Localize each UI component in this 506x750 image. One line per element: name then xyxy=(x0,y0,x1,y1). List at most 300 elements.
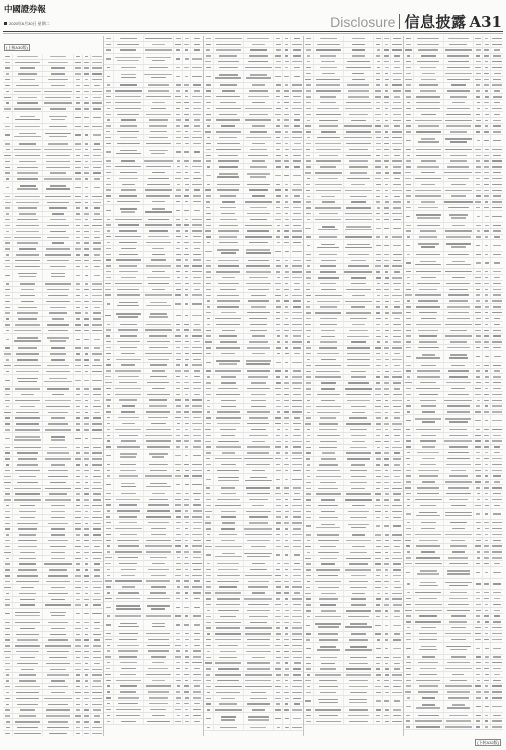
illegible-print-mark xyxy=(84,289,89,290)
table-cell xyxy=(3,562,13,567)
illegible-print-mark xyxy=(94,307,101,308)
illegible-print-mark xyxy=(176,137,181,138)
illegible-print-mark xyxy=(93,134,101,135)
table-cell xyxy=(13,480,43,485)
illegible-print-mark xyxy=(76,499,79,500)
illegible-print-mark xyxy=(75,178,81,179)
illegible-print-mark xyxy=(92,488,103,489)
illegible-print-mark xyxy=(192,224,202,225)
illegible-print-mark xyxy=(94,359,100,360)
illegible-print-mark xyxy=(93,248,101,249)
table-cell xyxy=(183,112,191,117)
illegible-print-mark xyxy=(93,167,101,168)
table-cell xyxy=(13,696,43,701)
illegible-print-mark xyxy=(117,60,139,61)
table-cell xyxy=(3,235,13,240)
table-cell xyxy=(183,48,191,53)
illegible-print-mark xyxy=(17,523,38,524)
illegible-print-mark xyxy=(5,207,10,208)
table-cell xyxy=(74,392,83,397)
table-cell xyxy=(74,72,83,77)
illegible-print-mark xyxy=(115,166,141,167)
table-cell xyxy=(3,427,13,432)
illegible-print-mark xyxy=(5,275,10,276)
table-cell xyxy=(91,714,103,719)
illegible-print-mark xyxy=(84,727,88,728)
illegible-print-mark xyxy=(92,283,102,284)
illegible-print-mark xyxy=(6,231,10,232)
illegible-print-mark xyxy=(92,727,101,728)
table-cell xyxy=(3,352,13,357)
illegible-print-mark xyxy=(76,207,80,208)
table-cell xyxy=(43,638,74,643)
table-cell xyxy=(114,182,144,187)
illegible-print-mark xyxy=(75,528,81,529)
table-cell xyxy=(74,258,83,263)
illegible-print-mark xyxy=(148,178,170,179)
illegible-print-mark xyxy=(149,125,167,126)
illegible-print-mark xyxy=(48,721,69,722)
illegible-print-mark xyxy=(75,219,80,220)
illegible-print-mark xyxy=(119,178,138,179)
table-cell xyxy=(83,667,91,672)
illegible-print-mark xyxy=(107,219,111,220)
illegible-print-mark xyxy=(45,458,72,459)
illegible-print-mark xyxy=(92,517,102,518)
table-cell xyxy=(83,591,91,596)
illegible-print-mark xyxy=(121,211,135,212)
illegible-print-mark xyxy=(176,189,181,190)
table-cell xyxy=(13,702,43,707)
illegible-print-mark xyxy=(84,365,89,366)
illegible-print-mark xyxy=(6,692,9,693)
table-cell xyxy=(43,655,74,660)
illegible-print-mark xyxy=(4,108,10,109)
table-cell xyxy=(191,205,203,216)
illegible-print-mark xyxy=(5,56,10,57)
table-cell xyxy=(74,212,83,217)
illegible-print-mark xyxy=(75,117,81,118)
table-cell xyxy=(74,457,83,462)
illegible-print-mark xyxy=(119,195,137,196)
illegible-print-mark xyxy=(14,330,41,331)
table-cell xyxy=(91,445,103,450)
table-cell xyxy=(83,264,91,269)
illegible-print-mark xyxy=(94,400,100,401)
illegible-print-mark xyxy=(94,143,100,144)
table-cell xyxy=(91,66,103,71)
illegible-print-mark xyxy=(50,108,66,109)
illegible-print-mark xyxy=(47,388,69,389)
table-cell xyxy=(144,42,175,47)
illegible-print-mark xyxy=(107,108,111,109)
table-cell xyxy=(83,538,91,543)
table-cell xyxy=(43,194,74,199)
table-cell xyxy=(3,165,13,170)
illegible-print-mark xyxy=(115,108,141,109)
table-cell xyxy=(91,299,103,304)
illegible-print-mark xyxy=(15,324,41,325)
illegible-print-mark xyxy=(106,131,110,132)
illegible-print-mark xyxy=(76,476,80,477)
illegible-print-mark xyxy=(93,511,101,512)
illegible-print-mark xyxy=(5,126,9,127)
illegible-print-mark xyxy=(51,273,65,274)
illegible-print-mark xyxy=(185,90,188,91)
table-cell xyxy=(74,200,83,205)
illegible-print-mark xyxy=(5,669,9,670)
table-cell xyxy=(13,573,43,578)
illegible-print-mark xyxy=(16,225,38,226)
table-cell xyxy=(13,247,43,252)
table-row xyxy=(3,375,103,387)
table-cell xyxy=(74,375,83,386)
table-cell xyxy=(13,457,43,462)
table-cell xyxy=(83,54,91,59)
illegible-print-mark xyxy=(49,493,67,494)
illegible-print-mark xyxy=(17,219,38,220)
illegible-print-mark xyxy=(176,172,181,173)
illegible-print-mark xyxy=(93,447,101,448)
table-cell xyxy=(74,462,83,467)
illegible-print-mark xyxy=(92,365,102,366)
table-cell xyxy=(91,492,103,497)
table-cell xyxy=(91,731,103,736)
illegible-print-mark xyxy=(192,96,201,97)
illegible-print-mark xyxy=(144,160,172,161)
illegible-print-mark xyxy=(6,721,10,722)
table-cell xyxy=(83,719,91,724)
table-cell xyxy=(91,422,103,427)
table-cell xyxy=(43,375,74,386)
table-cell xyxy=(13,673,43,678)
table-cell xyxy=(13,124,43,129)
illegible-print-mark xyxy=(85,476,88,477)
illegible-print-mark xyxy=(85,143,89,144)
illegible-print-mark xyxy=(45,283,71,284)
illegible-print-mark xyxy=(84,102,89,103)
table-cell xyxy=(83,66,91,71)
illegible-print-mark xyxy=(75,438,81,439)
table-cell xyxy=(91,684,103,689)
illegible-print-mark xyxy=(84,394,89,395)
illegible-print-mark xyxy=(151,108,166,109)
illegible-print-mark xyxy=(93,260,101,261)
illegible-print-mark xyxy=(6,339,9,340)
illegible-print-mark xyxy=(17,242,37,243)
illegible-print-mark xyxy=(115,96,141,97)
table-cell xyxy=(43,270,74,281)
table-cell xyxy=(13,527,43,532)
illegible-print-mark xyxy=(94,628,101,629)
table-cell xyxy=(91,667,103,672)
table-cell xyxy=(3,346,13,351)
illegible-print-mark xyxy=(92,91,102,92)
table-cell xyxy=(43,147,74,152)
illegible-print-mark xyxy=(106,44,111,45)
table-cell xyxy=(13,322,43,327)
illegible-print-mark xyxy=(85,207,88,208)
table-cell xyxy=(91,392,103,397)
illegible-print-mark xyxy=(5,394,10,395)
illegible-print-mark xyxy=(76,447,80,448)
table-cell xyxy=(83,147,91,152)
illegible-print-mark xyxy=(46,406,69,407)
illegible-print-mark xyxy=(76,406,79,407)
table-cell xyxy=(3,731,13,736)
table-cell xyxy=(114,48,144,53)
illegible-print-mark xyxy=(50,231,65,232)
table-cell xyxy=(83,556,91,561)
illegible-print-mark xyxy=(5,686,10,687)
illegible-print-mark xyxy=(49,136,66,137)
illegible-print-mark xyxy=(47,674,69,675)
table-cell xyxy=(144,123,175,128)
table-cell xyxy=(43,410,74,415)
section-title-english: Disclosure xyxy=(330,14,395,30)
illegible-print-mark xyxy=(106,58,112,59)
illegible-print-mark xyxy=(184,151,188,152)
illegible-print-mark xyxy=(16,85,39,86)
illegible-print-mark xyxy=(184,102,189,103)
illegible-print-mark xyxy=(85,312,88,313)
illegible-print-mark xyxy=(117,44,139,45)
illegible-print-mark xyxy=(120,137,137,138)
table-cell xyxy=(83,107,91,112)
table-cell xyxy=(43,398,74,403)
illegible-print-mark xyxy=(84,534,89,535)
illegible-print-mark xyxy=(51,528,64,529)
illegible-print-mark xyxy=(120,49,137,50)
illegible-print-mark xyxy=(76,709,79,710)
illegible-print-mark xyxy=(185,189,189,190)
table-cell xyxy=(13,60,43,65)
illegible-print-mark xyxy=(92,733,102,734)
illegible-print-mark xyxy=(93,202,102,203)
illegible-print-mark xyxy=(6,102,10,103)
table-cell xyxy=(83,200,91,205)
illegible-print-mark xyxy=(176,125,180,126)
table-cell xyxy=(74,638,83,643)
table-cell xyxy=(43,620,74,625)
illegible-print-mark xyxy=(194,151,201,152)
illegible-print-mark xyxy=(75,330,80,331)
illegible-print-mark xyxy=(152,172,166,173)
table-cell xyxy=(104,158,114,163)
illegible-print-mark xyxy=(47,202,70,203)
table-cell xyxy=(74,334,83,345)
table-cell xyxy=(83,77,91,82)
table-cell xyxy=(183,54,191,65)
illegible-print-mark xyxy=(50,185,66,186)
illegible-print-mark xyxy=(47,452,68,453)
table-cell xyxy=(13,264,43,269)
table-cell xyxy=(3,661,13,666)
table-cell xyxy=(43,258,74,263)
illegible-print-mark xyxy=(44,381,72,382)
illegible-print-mark xyxy=(93,534,101,535)
illegible-print-mark xyxy=(85,569,88,570)
table-cell xyxy=(43,182,74,193)
table-cell xyxy=(91,503,103,508)
table-cell xyxy=(91,719,103,724)
table-cell xyxy=(183,100,191,105)
illegible-print-mark xyxy=(5,266,10,267)
illegible-print-mark xyxy=(92,102,102,103)
illegible-print-mark xyxy=(92,289,102,290)
illegible-print-mark xyxy=(85,563,89,564)
illegible-print-mark xyxy=(6,318,10,319)
table-cell xyxy=(3,182,13,193)
table-cell xyxy=(13,684,43,689)
illegible-print-mark xyxy=(84,493,89,494)
illegible-print-mark xyxy=(92,581,103,582)
illegible-print-mark xyxy=(75,581,81,582)
table-cell xyxy=(91,497,103,502)
table-cell xyxy=(43,112,74,123)
table-cell xyxy=(3,643,13,648)
table-cell xyxy=(191,36,203,41)
illegible-print-mark xyxy=(84,172,89,173)
illegible-print-mark xyxy=(185,219,189,220)
table-cell xyxy=(114,176,144,181)
table-cell xyxy=(43,497,74,502)
header-rule-thin xyxy=(3,33,503,34)
illegible-print-mark xyxy=(6,330,9,331)
illegible-print-mark xyxy=(76,85,80,86)
table-cell xyxy=(91,124,103,129)
table-cell xyxy=(3,66,13,71)
table-cell xyxy=(114,88,144,93)
table-cell xyxy=(91,433,103,444)
illegible-print-mark xyxy=(93,651,101,652)
table-cell xyxy=(3,457,13,462)
table-cell xyxy=(74,509,83,514)
table-cell xyxy=(114,147,144,158)
illegible-print-mark xyxy=(185,38,189,39)
illegible-print-mark xyxy=(49,312,68,313)
illegible-print-mark xyxy=(5,628,11,629)
illegible-print-mark xyxy=(46,167,71,168)
page-number: A31 xyxy=(469,13,502,31)
table-cell xyxy=(3,696,13,701)
table-cell xyxy=(13,591,43,596)
table-cell xyxy=(3,124,13,129)
illegible-print-mark xyxy=(148,219,169,220)
table-cell xyxy=(183,83,191,88)
table-cell xyxy=(43,626,74,631)
illegible-print-mark xyxy=(48,295,67,296)
illegible-print-mark xyxy=(17,172,39,173)
table-cell xyxy=(83,171,91,176)
table-cell xyxy=(43,515,74,520)
illegible-print-mark xyxy=(84,733,88,734)
illegible-print-mark xyxy=(84,324,89,325)
table-cell xyxy=(43,299,74,304)
illegible-print-mark xyxy=(76,429,80,430)
table-cell xyxy=(3,521,13,526)
illegible-print-mark xyxy=(5,85,10,86)
illegible-print-mark xyxy=(17,663,38,664)
table-cell xyxy=(43,544,74,549)
illegible-print-mark xyxy=(192,166,202,167)
table-cell xyxy=(83,392,91,397)
illegible-print-mark xyxy=(115,219,142,220)
table-cell xyxy=(3,258,13,263)
illegible-print-mark xyxy=(106,38,111,39)
illegible-print-mark xyxy=(93,312,101,313)
table-cell xyxy=(114,234,144,239)
table-cell xyxy=(191,88,203,93)
illegible-print-mark xyxy=(75,546,81,547)
illegible-print-mark xyxy=(5,347,10,348)
illegible-print-mark xyxy=(46,371,71,372)
table-cell xyxy=(114,65,144,70)
illegible-print-mark xyxy=(18,73,38,74)
illegible-print-mark xyxy=(48,79,69,80)
table-cell xyxy=(74,562,83,567)
table-cell xyxy=(43,387,74,392)
table-cell xyxy=(174,100,183,105)
illegible-print-mark xyxy=(93,634,102,635)
table-cell xyxy=(174,118,183,123)
illegible-print-mark xyxy=(15,196,39,197)
table-cell xyxy=(3,77,13,82)
illegible-print-mark xyxy=(121,74,136,75)
illegible-print-mark xyxy=(84,248,89,249)
table-cell xyxy=(43,474,74,479)
table-cell xyxy=(83,334,91,345)
illegible-print-mark xyxy=(4,412,10,413)
table-cell xyxy=(74,503,83,508)
illegible-print-mark xyxy=(93,680,102,681)
illegible-print-mark xyxy=(194,44,201,45)
illegible-print-mark xyxy=(85,482,88,483)
table-cell xyxy=(104,54,114,65)
table-cell xyxy=(74,579,83,584)
table-cell xyxy=(183,228,191,233)
illegible-print-mark xyxy=(76,97,80,98)
table-cell xyxy=(3,667,13,672)
illegible-print-mark xyxy=(92,464,101,465)
table-cell xyxy=(183,42,191,47)
table-cell xyxy=(91,462,103,467)
illegible-print-mark xyxy=(49,569,68,570)
table-cell xyxy=(83,690,91,695)
illegible-print-mark xyxy=(47,727,68,728)
table-cell xyxy=(104,100,114,105)
table-cell xyxy=(191,228,203,233)
illegible-print-mark xyxy=(194,119,201,120)
table-cell xyxy=(183,88,191,93)
illegible-print-mark xyxy=(84,347,89,348)
illegible-print-mark xyxy=(92,686,103,687)
table-cell xyxy=(43,334,74,345)
table-cell xyxy=(91,287,103,292)
illegible-print-mark xyxy=(50,353,65,354)
illegible-print-mark xyxy=(5,429,10,430)
table-cell xyxy=(3,311,13,316)
table-cell xyxy=(13,293,43,298)
illegible-print-mark xyxy=(145,189,172,190)
illegible-print-mark xyxy=(94,639,101,640)
table-cell xyxy=(13,171,43,176)
table-cell xyxy=(144,54,175,65)
table-cell xyxy=(13,462,43,467)
illegible-print-mark xyxy=(105,137,111,138)
table-cell xyxy=(83,474,91,479)
illegible-print-mark xyxy=(50,266,65,267)
